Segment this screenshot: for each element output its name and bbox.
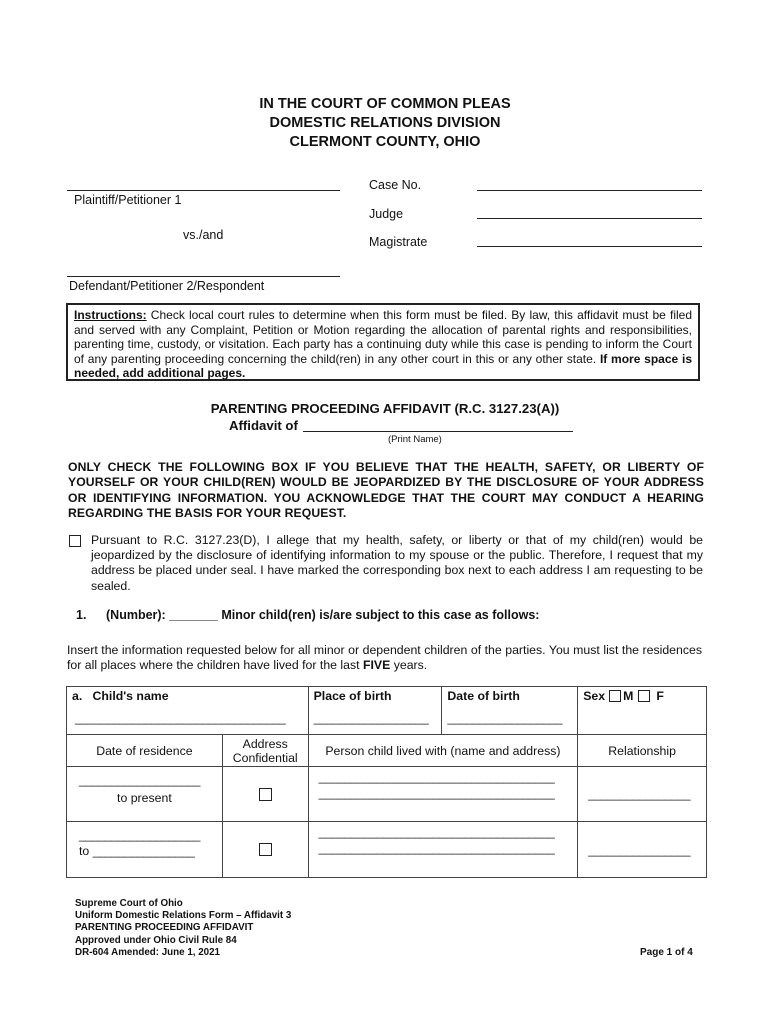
affidavit-of-label: Affidavit of — [229, 418, 298, 433]
confidential-cell-2 — [222, 822, 308, 878]
childs-name-cell — [67, 687, 309, 735]
insert-text-b: years. — [390, 658, 428, 673]
footer-line2: Uniform Domestic Relations Form – Affidavit 3 — [75, 910, 292, 922]
residence-row-current — [67, 767, 707, 822]
date-of-birth-cell — [442, 687, 578, 735]
residence-from-field[interactable]: ___________________ — [79, 773, 201, 787]
insert-text-a: Insert the information requested below for all minor or dependent children of the parties. You must list the residences for all places where the children have lived for the last — [67, 643, 702, 673]
childs-name-label: Child's name — [92, 689, 169, 703]
address-confidential-line2: Confidential — [232, 750, 298, 765]
vs-label: vs./and — [183, 228, 224, 242]
footer-line1: Supreme Court of Ohio — [75, 898, 183, 909]
residence-row-previous — [67, 822, 707, 878]
address-confidential-checkbox[interactable] — [259, 788, 272, 801]
form-title: PARENTING PROCEEDING AFFIDAVIT (R.C. 3127.23(A)) — [210, 401, 560, 416]
defendant-name-line[interactable] — [67, 276, 340, 277]
instructions-heading: Instructions: — [74, 308, 147, 322]
seal-request-checkbox[interactable] — [69, 535, 81, 547]
plaintiff-name-line[interactable] — [67, 190, 340, 191]
address-confidential-header — [222, 735, 308, 767]
sex-female-label: F — [656, 689, 664, 703]
person-name-field-2[interactable]: _____________________________________ — [318, 825, 555, 839]
court-division: DOMESTIC RELATIONS DIVISION — [269, 115, 501, 131]
sex-options — [578, 687, 706, 705]
case-no-label: Case No. — [369, 178, 422, 192]
place-of-birth-cell — [308, 687, 442, 735]
place-of-birth-label: Place of birth — [313, 689, 392, 703]
date-of-birth-field[interactable]: __________________ — [447, 711, 563, 725]
to-label: to — [79, 844, 90, 858]
person-address-field-2[interactable]: _____________________________________ — [318, 841, 555, 855]
residence-header-row — [67, 735, 707, 767]
child-table — [66, 686, 707, 878]
footer-line3: PARENTING PROCEEDING AFFIDAVIT — [75, 922, 254, 934]
confidential-cell — [222, 767, 308, 822]
sex-cell — [578, 687, 707, 735]
print-name-label: (Print Name) — [388, 434, 442, 445]
page-number: Page 1 of 4 — [640, 947, 693, 958]
relationship-cell — [578, 767, 707, 822]
person-address-field[interactable]: _____________________________________ — [318, 786, 555, 800]
residence-date-cell — [67, 767, 223, 822]
instructions-body: Check local court rules to determine when this form must be filed. By law, this affidavit must be filed and served with any Complaint, Petition or Motion regarding the allocation of parental rights and responsibilities, parenting time, custody, or visitation. Each party has a continuing duty while this case is pending to inform the Court of any parenting proceeding concerning the child(ren) in any other court in this or any other state. — [74, 308, 692, 366]
person-lived-with-header: Person child lived with (name and address) — [308, 735, 578, 767]
address-confidential-checkbox-2[interactable] — [259, 843, 272, 856]
relationship-field[interactable]: ________________ — [588, 787, 691, 801]
sex-male-checkbox[interactable] — [609, 690, 621, 702]
insert-instructions — [67, 643, 702, 673]
insert-text-five: FIVE — [362, 658, 391, 673]
residence-to-row — [67, 842, 222, 858]
defendant-label: Defendant/Petitioner 2/Respondent — [69, 279, 265, 293]
form-footer — [75, 898, 291, 959]
date-of-birth-label: Date of birth — [447, 689, 520, 703]
magistrate-label: Magistrate — [369, 235, 428, 249]
childs-name-heading — [67, 687, 308, 705]
magistrate-field[interactable] — [477, 246, 702, 247]
row-label: a. — [72, 689, 83, 703]
relationship-field-2[interactable]: ________________ — [588, 842, 691, 857]
sex-female-checkbox[interactable] — [638, 690, 650, 702]
case-no-field[interactable] — [477, 190, 702, 191]
court-county: CLERMONT COUNTY, OHIO — [289, 134, 481, 150]
footer-line4: Approved under Ohio Civil Rule 84 — [75, 934, 237, 946]
child-info-row — [67, 687, 707, 735]
address-confidential-line1: Address — [242, 736, 288, 751]
residence-date-cell-2 — [67, 822, 223, 878]
relationship-header: Relationship — [578, 735, 707, 767]
judge-label: Judge — [369, 207, 404, 221]
court-name: IN THE COURT OF COMMON PLEAS — [259, 96, 511, 112]
person-cell — [308, 767, 578, 822]
instructions-bold-tail: If more space is needed, add additional pages. — [74, 351, 692, 381]
person-cell-2 — [308, 822, 578, 878]
childs-name-field[interactable]: _________________________________ — [75, 711, 286, 725]
instructions-box — [66, 303, 700, 381]
residence-from-field-2[interactable]: ___________________ — [79, 828, 201, 842]
seal-request-text: Pursuant to R.C. 3127.23(D), I allege that my health, safety, or liberty or that of my child(ren) would be jeopardized by the disclosure of identifying information to my spouse or the public. Therefore, I request that my address be placed under seal. I have marked the corresponding box next to each address I am requesting to be sealed. — [91, 533, 703, 593]
to-present-label: to present — [117, 791, 172, 805]
footer-line5: DR-604 Amended: June 1, 2021 — [75, 946, 221, 958]
sex-label: Sex — [583, 689, 606, 703]
sex-male-label: M — [623, 689, 634, 703]
plaintiff-label: Plaintiff/Petitioner 1 — [74, 193, 182, 207]
residence-to-field[interactable]: ________________ — [92, 844, 195, 858]
person-name-field[interactable]: _____________________________________ — [318, 770, 555, 784]
judge-field[interactable] — [477, 218, 702, 219]
affiant-name-field[interactable] — [303, 431, 573, 432]
section-1-heading: (Number): _______ Minor child(ren) is/are subject to this case as follows: — [106, 608, 540, 622]
section-number: 1. — [76, 608, 87, 622]
date-of-residence-header: Date of residence — [67, 735, 223, 767]
place-of-birth-field[interactable]: __________________ — [313, 711, 429, 725]
relationship-cell-2 — [578, 822, 707, 878]
seal-warning: ONLY CHECK THE FOLLOWING BOX IF YOU BELIEVE THAT THE HEALTH, SAFETY, OR LIBERTY OF YOURSELF OR YOUR CHILD(REN) WOULD BE JEOPARDIZED BY THE DISCLOSURE OF YOUR ADDRESS OR IDENTIFYING INFORMATION. YOU ACKNOWLEDGE THAT THE COURT MAY CONDUCT A HEARING REGARDING THE BASIS FOR YOUR REQUEST. — [68, 460, 704, 520]
